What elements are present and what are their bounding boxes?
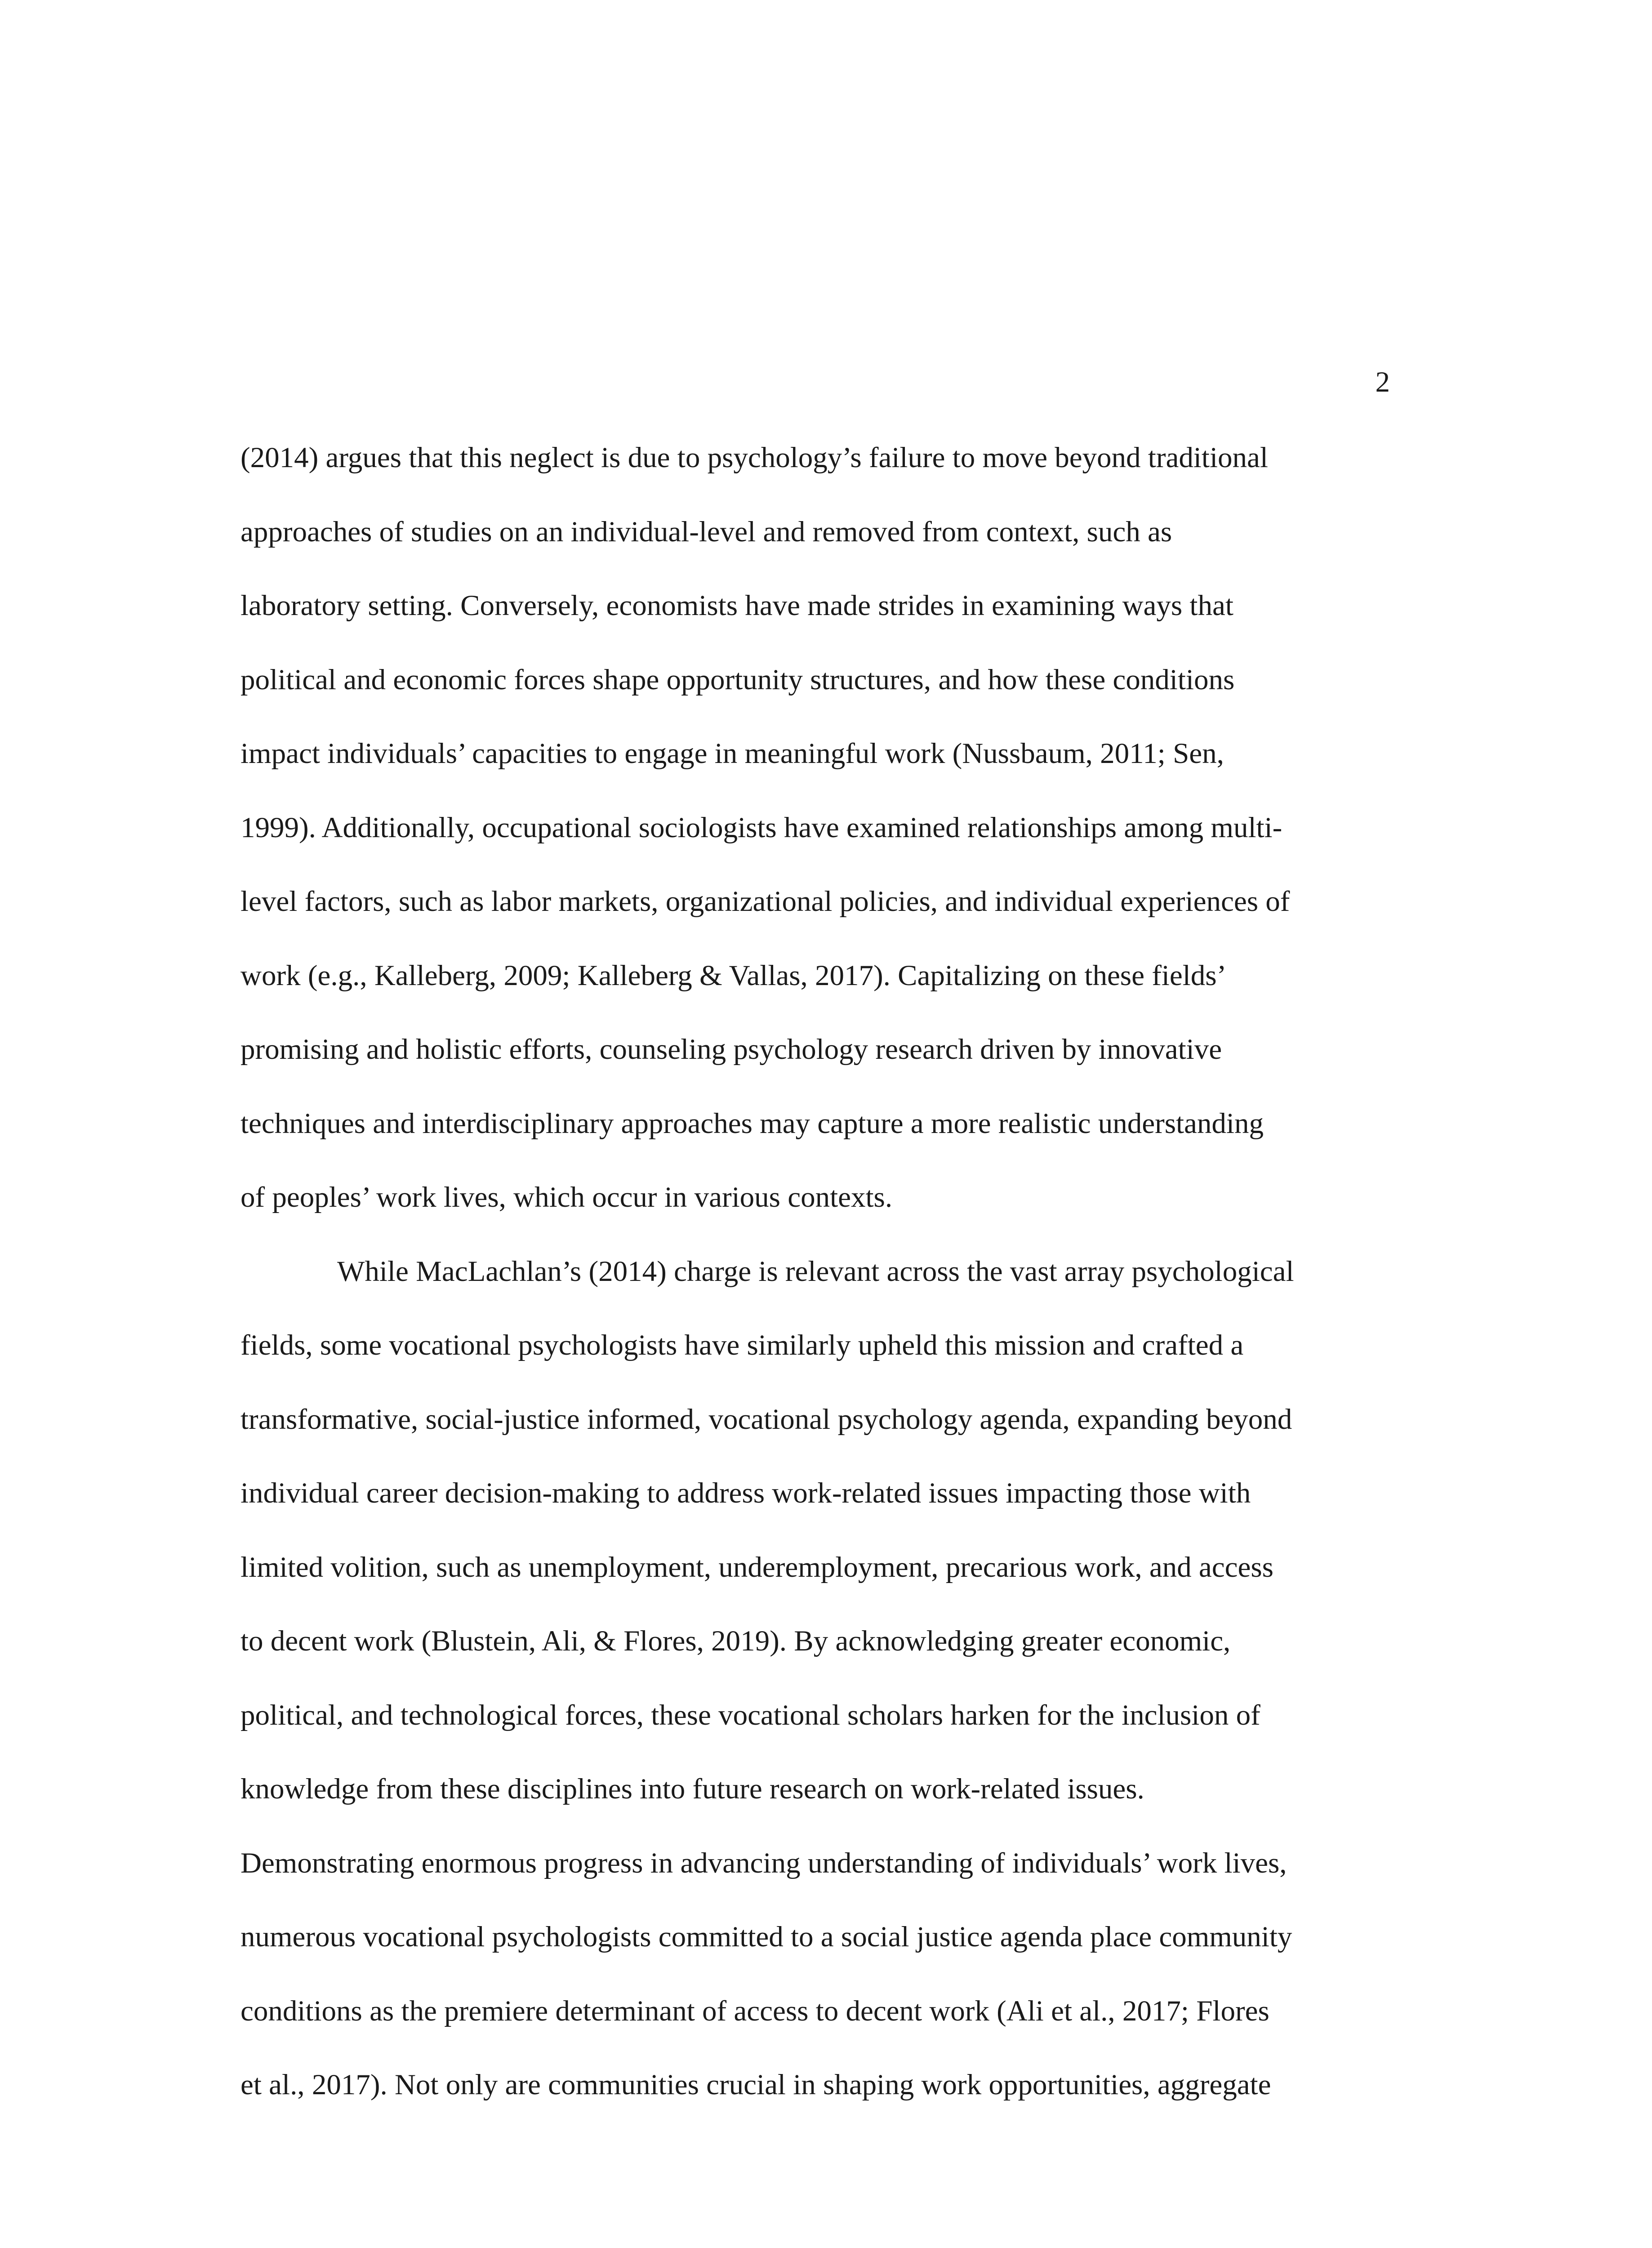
text-line: conditions as the premiere determinant of access to decent work (Ali et al., 2017; Flores [240, 1994, 1269, 2027]
text-line: fields, some vocational psychologists have similarly upheld this mission and crafted a [240, 1329, 1244, 1361]
text-line: impact individuals’ capacities to engage in meaningful work (Nussbaum, 2011; Sen, [240, 737, 1224, 770]
text-line: individual career decision-making to address work-related issues impacting those with [240, 1477, 1251, 1509]
document-body [240, 435, 1400, 2136]
text-line: 1999). Additionally, occupational sociologists have examined relationships among multi- [240, 811, 1282, 844]
text-line: (2014) argues that this neglect is due to psychology’s failure to move beyond traditional [240, 442, 1268, 474]
text-line: laboratory setting. Conversely, economists have made strides in examining ways that [240, 589, 1233, 622]
text-line: level factors, such as labor markets, organizational policies, and individual experiences of [240, 885, 1290, 918]
text-line: numerous vocational psychologists committed to a social justice agenda place community [240, 1921, 1292, 1953]
text-line: et al., 2017). Not only are communities crucial in shaping work opportunities, aggregate [240, 2069, 1271, 2101]
text-line: promising and holistic efforts, counseling psychology research driven by innovative [240, 1033, 1222, 1066]
text-line: Demonstrating enormous progress in advancing understanding of individuals’ work lives, [240, 1847, 1287, 1879]
text-line: political, and technological forces, these vocational scholars harken for the inclusion of [240, 1699, 1260, 1731]
text-line: to decent work (Blustein, Ali, & Flores, 2019). By acknowledging greater economic, [240, 1625, 1231, 1657]
text-line: political and economic forces shape opportunity structures, and how these conditions [240, 663, 1235, 696]
text-line: transformative, social-justice informed, vocational psychology agenda, expanding beyond [240, 1403, 1292, 1436]
text-line: of peoples’ work lives, which occur in various contexts. [240, 1181, 893, 1213]
text-line: techniques and interdisciplinary approaches may capture a more realistic understanding [240, 1107, 1264, 1140]
paragraph-first-line: While MacLachlan’s (2014) charge is relevant across the vast array psychological [337, 1255, 1294, 1288]
page-number: 2 [1375, 366, 1390, 398]
text-line: work (e.g., Kalleberg, 2009; Kalleberg & Vallas, 2017). Capitalizing on these fields’ [240, 959, 1227, 992]
text-line: approaches of studies on an individual-level and removed from context, such as [240, 515, 1172, 548]
text-line: limited volition, such as unemployment, underemployment, precarious work, and access [240, 1551, 1274, 1583]
text-line: knowledge from these disciplines into future research on work-related issues. [240, 1773, 1144, 1805]
